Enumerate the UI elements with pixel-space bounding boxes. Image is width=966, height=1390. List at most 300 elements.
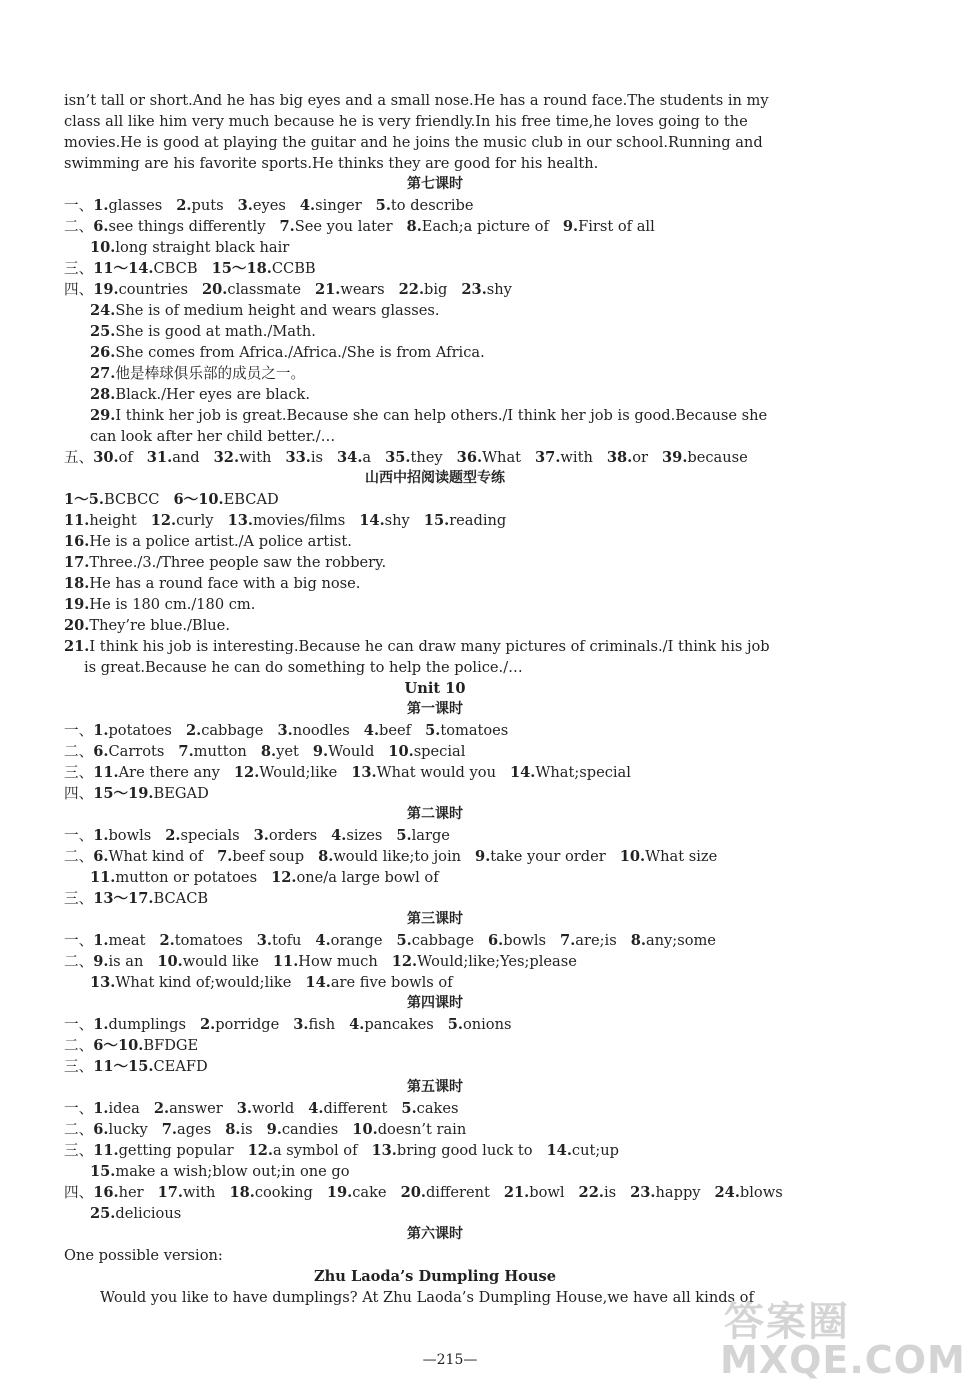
part-marker: 五、 [64, 449, 94, 466]
answer-text: with [560, 449, 593, 466]
answer-item [579, 1184, 617, 1201]
answer-text: specials [180, 827, 240, 844]
answer-item [397, 932, 475, 949]
part-marker: 二、 [64, 743, 94, 760]
answer-item [349, 1016, 434, 1033]
part-marker: 二、 [64, 1121, 94, 1138]
answer-item [64, 300, 806, 321]
answer-item [407, 218, 549, 235]
part-marker: 三、 [64, 764, 94, 781]
question-number: 6. [93, 743, 109, 760]
answer-text: EBCAD [223, 491, 279, 508]
answer-line [64, 279, 806, 300]
question-number: 5. [396, 827, 412, 844]
answer-item [64, 342, 806, 363]
question-number: 19. [93, 281, 119, 298]
answer-text: are five bowls of [330, 974, 453, 991]
answer-line [64, 447, 806, 468]
answer-item [229, 1184, 312, 1201]
answer-line [64, 846, 806, 867]
answer-text: BCBCC [103, 491, 160, 508]
question-number: 12. [391, 953, 418, 970]
answer-item [93, 932, 145, 949]
answer-item [64, 573, 806, 594]
answer-text: orders [268, 827, 318, 844]
answer-item [93, 764, 220, 781]
answer-item [165, 827, 239, 844]
answer-text: would like [182, 953, 259, 970]
answer-item [620, 848, 717, 865]
answer-item [93, 1100, 140, 1117]
question-number: 1. [93, 1100, 109, 1117]
answer-text: ages [177, 1121, 212, 1138]
answer-text: They’re blue./Blue. [89, 617, 230, 634]
question-number: 2. [165, 827, 181, 844]
answer-text: tofu [271, 932, 302, 949]
question-number: 2. [176, 197, 192, 214]
answer-text: mutton [193, 743, 247, 760]
question-number: 2. [185, 722, 202, 739]
question-number: 11. [64, 512, 90, 529]
answer-item [93, 197, 162, 214]
question-number: 19. [326, 1184, 353, 1201]
question-number: 22. [578, 1184, 604, 1201]
question-number: 32. [213, 449, 240, 466]
answer-item [158, 1184, 216, 1201]
answer-text: noodles [292, 722, 350, 739]
page-number: —215— [422, 1352, 478, 1368]
answer-item [401, 1100, 458, 1117]
question-number: 19. [64, 596, 90, 613]
question-number: 10. [157, 953, 183, 970]
question-number: 12. [271, 869, 297, 886]
answer-line [64, 1161, 806, 1182]
question-number: 13. [371, 1142, 397, 1159]
answer-text: See you later [294, 218, 393, 235]
answer-line [64, 825, 806, 846]
question-number: 14. [305, 974, 331, 991]
question-number: 2. [153, 1100, 170, 1117]
answer-line [64, 867, 806, 888]
answer-text: I think her job is great.Because she can help others./I think her job is good.Because she [115, 407, 768, 424]
answer-item [162, 1121, 211, 1138]
answer-item [64, 552, 806, 573]
question-number: 10. [352, 1121, 378, 1138]
answer-text: He is 180 cm./180 cm. [89, 596, 256, 613]
answer-continuation: can look after her child better./… [90, 428, 336, 445]
question-number: 13. [90, 974, 116, 991]
question-number: 33. [285, 449, 311, 466]
answer-text: doesn’t rain [377, 1121, 467, 1138]
question-number: 35. [385, 449, 411, 466]
answer-text: meat [108, 932, 146, 949]
question-number: 25. [90, 323, 116, 340]
answer-text: BFDGE [143, 1037, 199, 1054]
answer-line [64, 1140, 806, 1161]
answer-text: yet [276, 743, 299, 760]
answer-item [186, 722, 264, 739]
answer-item [64, 531, 806, 552]
answer-item [200, 1016, 279, 1033]
answer-text: Are there any [118, 764, 220, 781]
question-number: 13. [227, 512, 253, 529]
question-number: 37. [535, 449, 561, 466]
answer-line [64, 237, 806, 258]
question-number: 4. [299, 197, 316, 214]
answer-text: sizes [346, 827, 383, 844]
part-marker: 四、 [64, 785, 94, 802]
answer-item [90, 1205, 181, 1222]
watermark-en: MXQE.COM [720, 1338, 966, 1382]
section-title-lesson1: 第一课时 [407, 701, 463, 717]
part-marker: 二、 [64, 953, 94, 970]
answer-line [64, 888, 806, 909]
answer-text: is an [108, 953, 144, 970]
answer-item [448, 1016, 512, 1033]
answer-text: Carrots [108, 743, 165, 760]
answer-text: is [310, 449, 324, 466]
question-number: 7. [161, 1121, 178, 1138]
answer-item [93, 1058, 207, 1075]
answer-continuation: is great.Because he can do something to help the police./… [84, 659, 523, 676]
answer-item [372, 1142, 533, 1159]
answer-item [396, 827, 450, 844]
question-number: 9. [312, 743, 329, 760]
answer-text: bring good luck to [396, 1142, 533, 1159]
question-number: 28. [90, 386, 116, 403]
answer-text: fish [308, 1016, 336, 1033]
question-number: 5. [425, 722, 441, 739]
answer-text: Would [328, 743, 375, 760]
answer-text: Would;like [259, 764, 338, 781]
answer-item [93, 827, 151, 844]
answer-text: candies [281, 1121, 339, 1138]
answer-item [93, 281, 188, 298]
answer-text: First of all [578, 218, 655, 235]
question-number: 11. [93, 764, 119, 781]
answer-item [510, 764, 631, 781]
section-title-lesson4: 第四课时 [407, 995, 463, 1011]
answer-line [64, 216, 806, 237]
answer-text: tomatoes [440, 722, 509, 739]
question-number: 9. [266, 1121, 282, 1138]
answer-text: with [183, 1184, 216, 1201]
answer-text: CCBB [271, 260, 316, 277]
answer-item [457, 449, 521, 466]
question-number: 1. [93, 932, 109, 949]
section-title-lesson5: 第五课时 [407, 1079, 463, 1095]
watermark-cn: 答案圈 [724, 1299, 850, 1345]
answer-text: see things differently [108, 218, 266, 235]
answer-text: bowl [529, 1184, 565, 1201]
answer-item [93, 1142, 233, 1159]
answer-line [64, 720, 806, 741]
question-number: 6. [93, 848, 109, 865]
answer-line [64, 930, 806, 951]
answer-line [64, 1014, 806, 1035]
answer-text: wears [340, 281, 385, 298]
question-number: 29. [90, 407, 116, 424]
question-number: 7. [178, 743, 194, 760]
question-number: 26. [90, 344, 116, 361]
answer-item [64, 636, 806, 657]
question-number: 16. [93, 1184, 119, 1201]
answer-item [560, 932, 617, 949]
question-number: 7. [560, 932, 576, 949]
answer-item [461, 281, 512, 298]
answer-item [93, 218, 265, 235]
answer-item [401, 1184, 490, 1201]
part-marker: 一、 [64, 197, 94, 214]
answer-item [273, 953, 378, 970]
answer-text: blows [739, 1184, 783, 1201]
part-marker: 一、 [64, 1100, 94, 1117]
part-marker: 一、 [64, 827, 94, 844]
question-number: 15. [423, 512, 450, 529]
answer-item [351, 764, 496, 781]
question-number: 17. [64, 554, 90, 571]
question-number: 36. [456, 449, 483, 466]
answer-text: singer [315, 197, 362, 214]
answer-item [352, 1121, 466, 1138]
question-number: 8. [260, 743, 277, 760]
answer-item [261, 743, 299, 760]
answer-text: He is a police artist./A police artist. [89, 533, 352, 550]
part-marker: 二、 [64, 218, 94, 235]
answer-item [93, 1016, 186, 1033]
answer-text: mutton or potatoes [115, 869, 258, 886]
question-number: 20. [64, 617, 90, 634]
part-marker: 一、 [64, 722, 94, 739]
answer-text: they [410, 449, 443, 466]
question-number: 13. [351, 764, 377, 781]
answer-text: Black./Her eyes are black. [115, 386, 310, 403]
answer-text: beef soup [232, 848, 305, 865]
question-number: 12. [150, 512, 177, 529]
answer-item [237, 1100, 295, 1117]
answer-item [488, 932, 546, 949]
answer-line [64, 510, 806, 531]
answer-text: Each;a picture of [421, 218, 549, 235]
answer-item [228, 512, 346, 529]
answer-text: world [252, 1100, 295, 1117]
answer-item [359, 512, 410, 529]
part-marker: 二、 [64, 1037, 94, 1054]
answer-line [64, 489, 806, 510]
answer-line [64, 783, 806, 804]
answer-item [563, 218, 655, 235]
answer-item [305, 974, 452, 991]
question-number: 10. [90, 239, 116, 256]
answer-text: cabbage [201, 722, 264, 739]
answer-text: She is of medium height and wears glasses. [115, 302, 440, 319]
answer-item [93, 260, 197, 277]
answer-item [90, 239, 289, 256]
answer-text: beef [379, 722, 412, 739]
question-number: 27. [90, 365, 116, 382]
question-number: 4. [363, 722, 380, 739]
question-number: 5. [401, 1100, 417, 1117]
answer-line [64, 951, 806, 972]
answer-text: or [632, 449, 649, 466]
answer-text: height [89, 512, 137, 529]
question-number: 34. [337, 449, 363, 466]
answer-item [285, 449, 323, 466]
answer-text: large [411, 827, 450, 844]
answer-text: getting popular [118, 1142, 234, 1159]
question-number: 31. [146, 449, 173, 466]
part-marker: 一、 [64, 1016, 94, 1033]
question-number: 4. [349, 1016, 365, 1033]
question-number: 12. [233, 764, 260, 781]
question-number: 6. [93, 218, 109, 235]
answer-item [64, 405, 806, 426]
answer-item [254, 827, 317, 844]
answer-text: dumplings [108, 1016, 186, 1033]
answer-item [337, 449, 371, 466]
answer-item [271, 869, 439, 886]
answer-line [64, 195, 806, 216]
question-number: 5. [375, 197, 391, 214]
answer-item [388, 743, 465, 760]
question-number: 1. [93, 827, 109, 844]
answer-text: She is good at math./Math. [115, 323, 316, 340]
question-number: 18. [229, 1184, 255, 1201]
question-number: 11～14. [93, 260, 154, 277]
answer-text: She comes from Africa./Africa./She is from Africa. [115, 344, 485, 361]
answer-item [392, 953, 577, 970]
answer-item [607, 449, 648, 466]
question-number: 6～10. [93, 1037, 144, 1054]
question-number: 1～5. [64, 491, 104, 508]
answer-item [64, 512, 137, 529]
answer-text: tomatoes [174, 932, 243, 949]
answer-line [64, 1119, 806, 1140]
answer-item [151, 512, 214, 529]
answer-text: Would;like;Yes;please [417, 953, 577, 970]
question-number: 17. [157, 1184, 183, 1201]
question-number: 25. [90, 1205, 116, 1222]
answer-item [238, 197, 286, 214]
text-line: isn’t tall or short.And he has big eyes and a small nose.He has a round face.The students in my [64, 92, 769, 109]
question-number: 9. [93, 953, 109, 970]
answer-text: would like;to join [333, 848, 462, 865]
answer-item [64, 363, 806, 384]
question-number: 6. [488, 932, 504, 949]
question-number: 6. [93, 1121, 109, 1138]
answer-text: answer [169, 1100, 223, 1117]
answer-text: with [239, 449, 272, 466]
answer-line [64, 258, 806, 279]
answer-text: puts [191, 197, 224, 214]
answer-item [535, 449, 593, 466]
answer-item [662, 449, 748, 466]
question-number: 10. [619, 848, 646, 865]
answer-text: cabbage [411, 932, 475, 949]
answer-text: I think his job is interesting.Because he can draw many pictures of criminals./I think his job [89, 638, 770, 655]
answer-item [64, 491, 159, 508]
answer-item [318, 848, 461, 865]
answer-text: BCACB [153, 890, 209, 907]
answer-item [64, 594, 806, 615]
question-number: 9. [562, 218, 579, 235]
question-number: 20. [400, 1184, 426, 1201]
answer-line [64, 741, 806, 762]
answer-item [277, 722, 349, 739]
question-number: 21. [503, 1184, 530, 1201]
part-marker: 三、 [64, 1142, 94, 1159]
answer-item [147, 449, 200, 466]
question-number: 2. [159, 932, 175, 949]
answer-item [93, 1184, 143, 1201]
answer-item [90, 869, 257, 886]
answer-text: orange [330, 932, 383, 949]
question-number: 14. [546, 1142, 572, 1159]
answer-text: potatoes [108, 722, 172, 739]
version-intro: One possible version: [64, 1247, 223, 1264]
answer-text: special [413, 743, 466, 760]
part-marker: 四、 [64, 1184, 94, 1201]
question-number: 38. [606, 449, 633, 466]
question-number: 7. [279, 218, 295, 235]
answer-text: CBCB [153, 260, 198, 277]
section-title-lesson3: 第三课时 [407, 911, 463, 927]
question-number: 15～19. [93, 785, 154, 802]
question-number: 14. [509, 764, 536, 781]
answer-item [64, 321, 806, 342]
question-number: 1. [93, 722, 109, 739]
answer-text: happy [655, 1184, 701, 1201]
answer-text: He has a round face with a big nose. [89, 575, 361, 592]
answer-text: pancakes [364, 1016, 434, 1033]
answer-item [90, 974, 291, 991]
answer-item [157, 953, 259, 970]
part-marker: 一、 [64, 932, 94, 949]
answer-item [267, 1121, 339, 1138]
answer-item [475, 848, 606, 865]
answer-item [93, 953, 143, 970]
question-number: 11. [90, 869, 116, 886]
question-number: 39. [662, 449, 688, 466]
question-number: 4. [315, 932, 331, 949]
question-number: 24. [90, 302, 116, 319]
answer-item [93, 785, 209, 802]
answer-line [64, 762, 806, 783]
question-number: 16. [64, 533, 90, 550]
answer-text: What [482, 449, 522, 466]
question-number: 23. [461, 281, 487, 298]
answer-text: is [240, 1121, 253, 1138]
answer-line [64, 1182, 806, 1203]
answer-text: a symbol of [272, 1142, 358, 1159]
question-number: 22. [398, 281, 425, 298]
question-number: 5. [396, 932, 412, 949]
answer-item [64, 384, 806, 405]
answer-item [173, 491, 278, 508]
answer-item [93, 743, 164, 760]
section-title-lesson6: 第六课时 [407, 1226, 463, 1242]
answer-text: countries [118, 281, 188, 298]
answer-item [547, 1142, 620, 1159]
question-number: 3. [256, 932, 272, 949]
part-marker: 四、 [64, 281, 94, 298]
question-number: 24. [714, 1184, 740, 1201]
question-number: 3. [277, 722, 293, 739]
answer-item [631, 932, 716, 949]
answer-item [424, 512, 506, 529]
answer-item [93, 722, 172, 739]
part-marker: 三、 [64, 890, 94, 907]
